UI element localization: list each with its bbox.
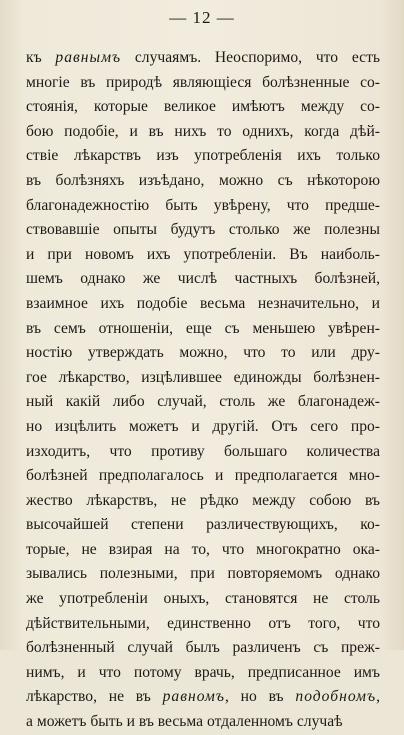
text-segment: дѣйствительными, единственно отъ того, что [26, 614, 380, 632]
text-line [26, 464, 380, 489]
text-segment: ствовавшіе опыты будутъ столько же полезны [26, 221, 380, 239]
text-line [26, 292, 380, 317]
text-segment: жество лѣкарствъ, не рѣдко между собою въ [26, 491, 380, 509]
text-segment: случаямъ. Неоспоримо, что есть [121, 49, 380, 66]
text-line [26, 194, 380, 219]
text-line [26, 169, 380, 194]
text-segment: , [376, 688, 380, 706]
text-line [26, 317, 380, 342]
text-line [26, 120, 380, 145]
text-line [26, 46, 380, 71]
text-segment: къ [26, 49, 56, 66]
text-line [26, 440, 380, 465]
text-segment: а можетъ быть и въ весьма отдаленномъ случаѣ [26, 713, 343, 731]
text-segment: ствіе лѣкарствъ изъ употребленія ихъ только [26, 147, 380, 165]
text-segment: шемъ однако же числѣ частныхъ болѣзней, [26, 270, 380, 288]
text-line [26, 489, 380, 514]
text-segment: гое лѣкарство, изцѣлившее единожды болѣзнен- [26, 368, 380, 386]
text-segment: нимъ, и что потому врачь, предписанное имъ [26, 663, 380, 681]
text-line [26, 415, 380, 440]
text-line [26, 267, 380, 292]
text-line [26, 390, 380, 415]
text-segment: болѣзней предполагалось и предполагается мно- [26, 467, 380, 485]
text-line [26, 636, 380, 661]
text-segment: многіе въ природѣ являющіеся болѣзненные со- [26, 73, 380, 91]
text-segment: и при новомъ ихъ употребленіи. Въ наиболь- [26, 245, 380, 263]
text-line [26, 243, 380, 268]
text-line [26, 71, 380, 96]
text-line [26, 587, 380, 612]
text-line [26, 538, 380, 563]
body-text [26, 46, 380, 735]
text-segment: взаимное ихъ подобіе весьма незначительно, и [26, 294, 380, 312]
text-line [26, 341, 380, 366]
text-line [26, 685, 380, 710]
text-segment: зывались полезными, при повторяемомъ однако [26, 565, 380, 583]
text-segment: изходитъ, что противу большаго количества [26, 442, 380, 460]
emphasized-word: равнымъ [55, 49, 122, 66]
emphasized-word: равномъ [162, 688, 225, 706]
text-line [26, 95, 380, 120]
text-segment: бою подобіе, и въ нихъ то однихъ, когда дѣй- [26, 122, 380, 140]
text-segment: но изцѣлить можетъ и другій. Отъ сего про- [26, 417, 380, 435]
text-line [26, 144, 380, 169]
text-segment: болѣзненный случай былъ различенъ съ преж- [26, 639, 380, 657]
text-line [26, 218, 380, 243]
text-line [26, 710, 380, 735]
text-line [26, 513, 380, 538]
emphasized-word: подобномъ [295, 688, 377, 706]
page-number: — 12 — [169, 8, 235, 27]
text-segment: въ болѣзняхъ изъѣдано, можно съ нѣкоторою [26, 171, 380, 189]
text-segment: лѣкарство, не въ [26, 688, 163, 706]
text-segment: , но въ [224, 688, 296, 706]
text-segment: высочайшей степени различествующихъ, ко- [26, 516, 380, 534]
text-segment: ный какій либо случай, столь же благонадеж- [26, 393, 380, 411]
text-segment: въ семъ отношеніи, еще съ меньшею увѣрен- [26, 319, 380, 337]
text-segment: благонадежностію быть увѣрену, что предше- [26, 196, 380, 214]
text-segment: же употребленіи оныхъ, становятся не столь [26, 590, 380, 608]
text-segment: стоянія, которые великое имѣютъ между со- [26, 98, 380, 116]
text-line [26, 612, 380, 637]
text-line [26, 661, 380, 686]
text-line [26, 562, 380, 587]
text-segment: ностію утверждать можно, что то или дру- [26, 344, 380, 362]
text-line [26, 366, 380, 391]
text-segment: торые, не взирая на то, что многократно ока- [26, 540, 380, 558]
